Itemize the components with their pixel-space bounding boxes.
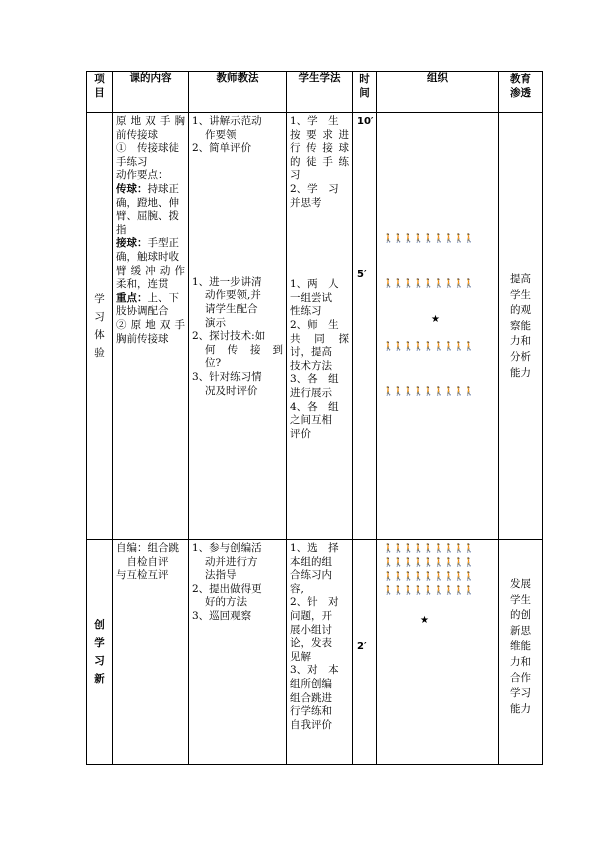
- catch-label: 接球：: [116, 237, 148, 250]
- org-cell-1: [377, 113, 499, 540]
- teacher-cell-2: 1、参与创编活 动并进行方 法指导 2、提出做得更 好的方法 3、巡回观察: [189, 540, 287, 765]
- student-row-2: 🚶🚶🚶🚶🚶🚶🚶🚶🚶: [383, 279, 474, 289]
- student-row-3: 🚶🚶🚶🚶🚶🚶🚶🚶🚶: [383, 342, 474, 352]
- time-value-1a: 10′: [357, 116, 374, 127]
- student-cell-2: 1、选 择 本组的组 合练习内 容, 2、针 对 问题，开 展小组讨 论，发表 见解 3、对 本 组所创编 组合跳进 行学练和 自我评价: [287, 540, 353, 765]
- project-learning-experience: 学 习 体 验: [87, 113, 113, 540]
- header-row: [87, 72, 543, 113]
- edu-cell-1: 提高 学生 的观 察能 力和 分析 能力: [499, 113, 543, 540]
- student-cell-1: 1、学 生 按要求进 行传接球 的徒手练 习 2、学 习 并思考 1、两 人 一组尝试 性练习 2、师 生 共同探 讨，提高 技术方法 3、各 组 进行展示 4、各 组 之间互相 评价: [287, 113, 353, 540]
- time-cell-1: [353, 113, 377, 540]
- content-cell-2: 自编：组合跳 自检自评 与互检互评: [113, 540, 189, 765]
- org-cell-2: [377, 540, 499, 765]
- student-row-1: 🚶🚶🚶🚶🚶🚶🚶🚶🚶: [383, 234, 474, 244]
- teacher-cell-1: 1、讲解示范动 作要领 2、简单评价 1、进一步讲清 动作要领,并 请学生配合 演示 2、探讨技术:如 何传接到 位? 3、针对练习情 况及时评价: [189, 113, 287, 540]
- teacher-star-icon: ★: [431, 314, 440, 325]
- project-create-new: 创 学 习 新: [87, 540, 113, 765]
- student-row-7: 🚶🚶🚶🚶🚶🚶🚶🚶🚶: [383, 572, 474, 582]
- row-create-new: [87, 540, 543, 765]
- student-row-6: 🚶🚶🚶🚶🚶🚶🚶🚶🚶: [383, 558, 474, 568]
- edu-cell-2: 发展 学生 的创 新思 维能 力和 合作 学习 能力: [499, 540, 543, 765]
- header-content: 课的内容: [113, 72, 189, 113]
- header-org: 组织: [377, 72, 499, 113]
- student-row-5: 🚶🚶🚶🚶🚶🚶🚶🚶🚶: [383, 544, 474, 554]
- header-edu: 教育 渗透: [499, 72, 543, 113]
- header-time: 时 间: [353, 72, 377, 113]
- student-row-4: 🚶🚶🚶🚶🚶🚶🚶🚶🚶: [383, 387, 474, 397]
- time-value-2: 2′: [357, 641, 367, 652]
- content-cell-1: 原地双手胸 前传接球 ① 传接球徒 手练习 动作要点： 传球：持球正 确，蹬地、伸 臂、屈腕、拨 指 接球：手型正 确，触球时收 臂缓冲动作 柔和，连贯 重点：上、下 肢协调配合 ②原地双手 胸前传接球: [113, 113, 189, 540]
- pass-label: 传球：: [116, 182, 148, 195]
- lesson-plan-table: [86, 71, 543, 765]
- time-value-1b: 5′: [357, 269, 367, 280]
- time-cell-2: [353, 540, 377, 765]
- key-label: 重点：: [116, 291, 148, 304]
- header-teacher: 教师教法: [189, 72, 287, 113]
- header-student: 学生学法: [287, 72, 353, 113]
- header-project: 项 目: [87, 72, 113, 113]
- teacher-star-icon-2: ★: [420, 615, 429, 626]
- row-learning-experience: [87, 113, 543, 540]
- student-row-8: 🚶🚶🚶🚶🚶🚶🚶🚶🚶: [383, 586, 474, 596]
